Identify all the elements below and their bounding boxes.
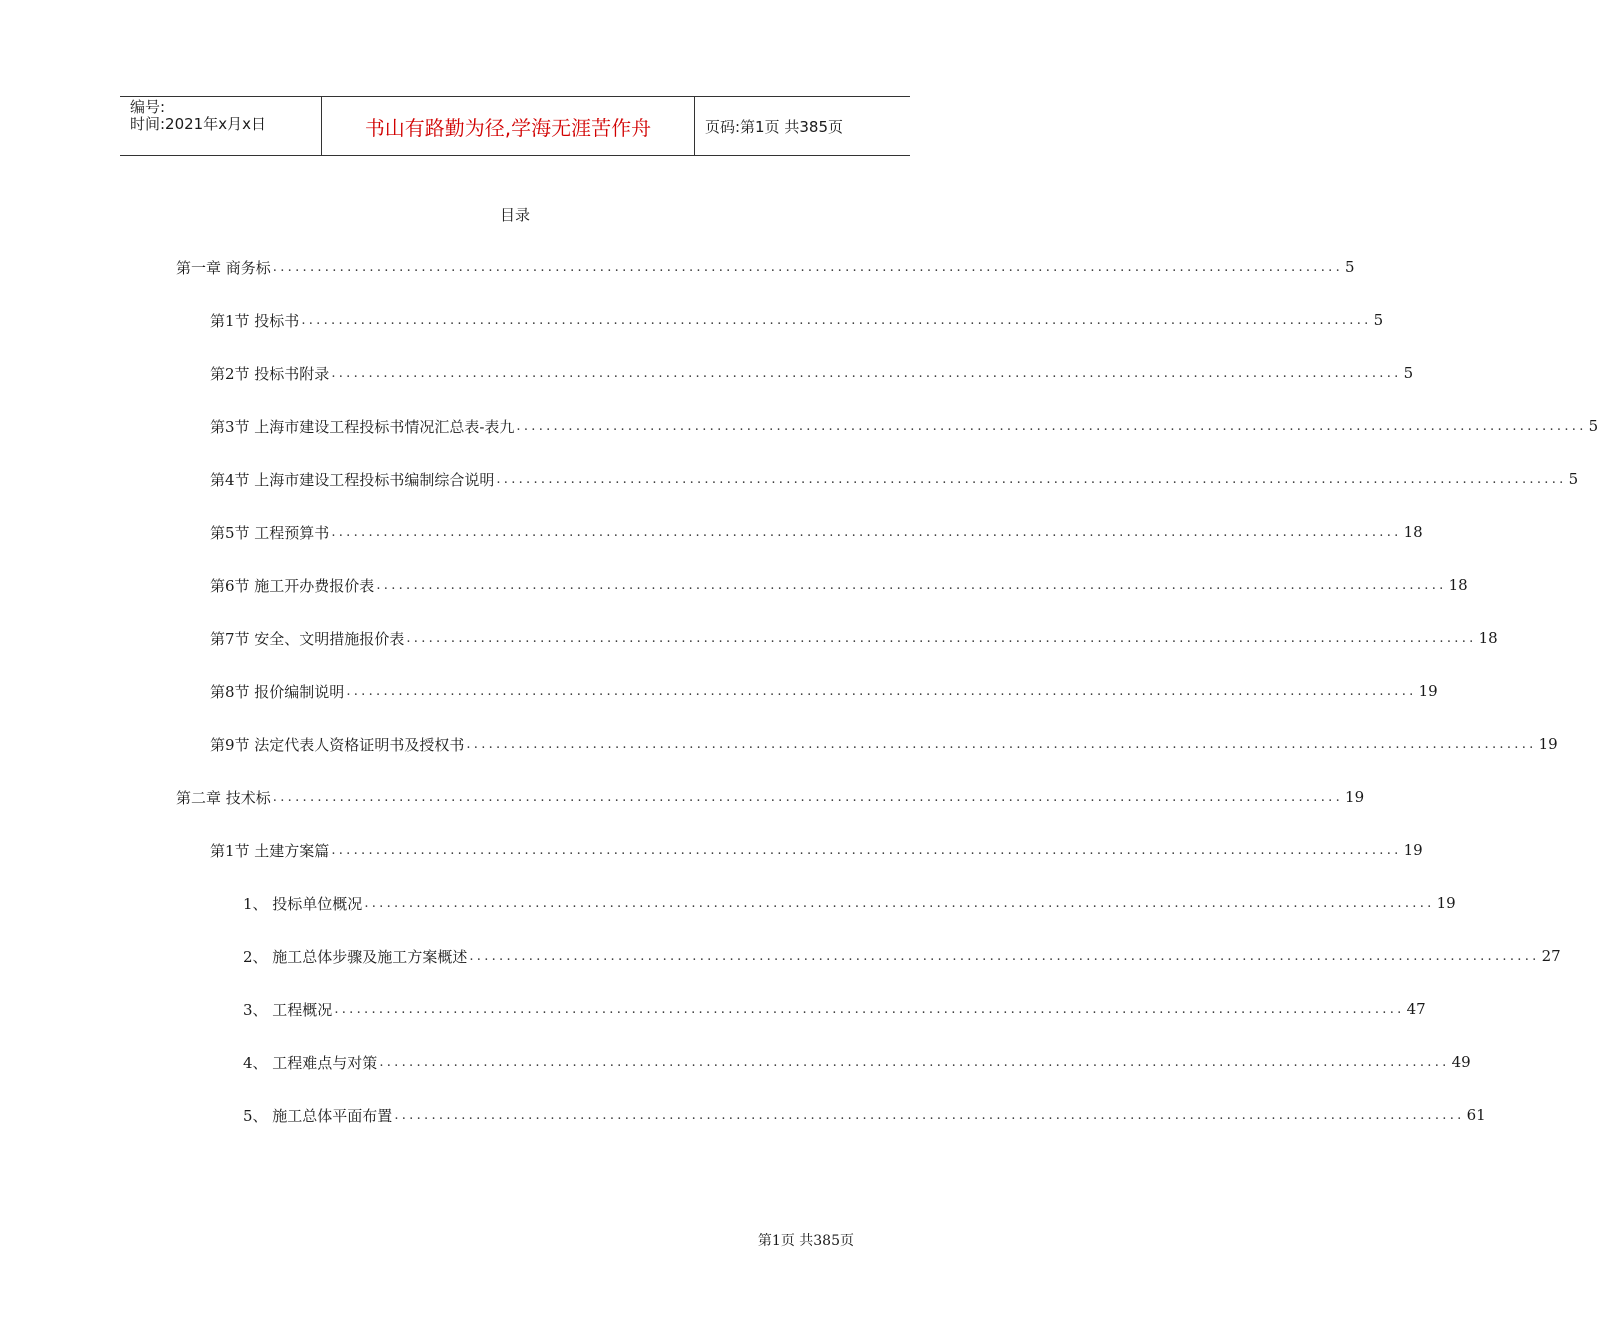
toc-leader-dots: ................................................................................................................................................	[331, 842, 1402, 858]
toc-entry-label: 第一章 商务标	[176, 258, 271, 277]
document-number: 编号:	[130, 98, 166, 116]
toc-entry-page: 5	[1403, 364, 1414, 382]
toc-entry[interactable]	[210, 676, 1438, 706]
toc-entry-page: 19	[1345, 788, 1365, 806]
toc-entry-label: 第2节 投标书附录	[210, 364, 330, 383]
toc-entry-page: 5	[1588, 417, 1598, 435]
toc-leader-dots: ................................................................................................................................................	[516, 418, 1587, 434]
toc-leader-dots: ................................................................................................................................................	[364, 895, 1435, 911]
toc-entry-page: 5	[1373, 311, 1384, 329]
toc-entry[interactable]	[210, 623, 1498, 653]
toc-entry[interactable]	[210, 358, 1414, 388]
toc-entry-label: 3、 工程概况	[243, 1000, 333, 1019]
toc-leader-dots: ................................................................................................................................................	[334, 1001, 1405, 1017]
toc-leader-dots: ................................................................................................................................................	[301, 312, 1372, 328]
toc-entry[interactable]	[210, 411, 1598, 441]
page-header	[120, 96, 910, 156]
toc-entry-label: 第3节 上海市建设工程投标书情况汇总表-表九	[210, 417, 515, 436]
toc-entry[interactable]	[243, 994, 1426, 1024]
toc-leader-dots: ................................................................................................................................................	[466, 736, 1537, 752]
toc-entry[interactable]	[210, 464, 1579, 494]
toc-entry[interactable]	[243, 941, 1561, 971]
toc-entry-label: 第4节 上海市建设工程投标书编制综合说明	[210, 470, 495, 489]
toc-entry-label: 第二章 技术标	[176, 788, 271, 807]
toc-entry-label: 第5节 工程预算书	[210, 523, 330, 542]
toc-entry-page: 61	[1466, 1106, 1486, 1124]
toc-entry[interactable]	[176, 252, 1355, 282]
toc-entry[interactable]	[210, 729, 1558, 759]
toc-leader-dots: ................................................................................................................................................	[331, 365, 1402, 381]
toc-entry[interactable]	[243, 888, 1456, 918]
header-motto: 书山有路勤为径,学海无涯苦作舟	[322, 97, 695, 155]
toc-entry-page: 18	[1448, 576, 1468, 594]
toc-leader-dots: ................................................................................................................................................	[346, 683, 1417, 699]
toc-entry-page: 19	[1538, 735, 1558, 753]
toc-leader-dots: ................................................................................................................................................	[376, 577, 1447, 593]
toc-entry[interactable]	[176, 782, 1365, 812]
toc-entry-label: 第1节 土建方案篇	[210, 841, 330, 860]
toc-entry-page: 47	[1406, 1000, 1426, 1018]
toc-entry-page: 18	[1403, 523, 1423, 541]
toc-leader-dots: ................................................................................................................................................	[379, 1054, 1450, 1070]
toc-entry[interactable]	[210, 835, 1423, 865]
document-date: 时间:2021年x月x日	[130, 115, 266, 133]
toc-entry-label: 第6节 施工开办费报价表	[210, 576, 375, 595]
toc-entry-page: 5	[1345, 258, 1355, 276]
page-footer: 第1页 共385页	[757, 1233, 854, 1249]
toc-entry-page: 19	[1403, 841, 1423, 859]
toc-entry[interactable]	[243, 1100, 1486, 1130]
toc-entry-label: 4、 工程难点与对策	[243, 1053, 378, 1072]
toc-leader-dots: ................................................................................................................................................	[331, 524, 1402, 540]
toc-entry-label: 第1节 投标书	[210, 311, 300, 330]
toc-leader-dots: ................................................................................................................................................	[496, 471, 1567, 487]
toc-title: 目录	[499, 206, 530, 224]
toc-leader-dots: ................................................................................................................................................	[272, 789, 1344, 805]
toc-entry-page: 49	[1451, 1053, 1471, 1071]
toc-entry-label: 1、 投标单位概况	[243, 894, 363, 913]
toc-entry-page: 27	[1541, 947, 1561, 965]
toc-entry[interactable]	[243, 1047, 1471, 1077]
toc-leader-dots: ................................................................................................................................................	[272, 259, 1344, 275]
header-page-info: 页码:第1页 共385页	[705, 117, 843, 136]
toc-entry-label: 5、 施工总体平面布置	[243, 1106, 393, 1125]
toc-entry[interactable]	[210, 570, 1468, 600]
toc-leader-dots: ................................................................................................................................................	[394, 1107, 1465, 1123]
toc-entry-page: 5	[1568, 470, 1579, 488]
toc-entry-page: 19	[1418, 682, 1438, 700]
toc-entry-label: 2、 施工总体步骤及施工方案概述	[243, 947, 468, 966]
toc-entry[interactable]	[210, 517, 1423, 547]
toc-entry-label: 第8节 报价编制说明	[210, 682, 345, 701]
toc-entry[interactable]	[210, 305, 1384, 335]
toc-leader-dots: ................................................................................................................................................	[469, 948, 1540, 964]
toc-entry-page: 18	[1478, 629, 1498, 647]
toc-entry-label: 第7节 安全、文明措施报价表	[210, 629, 405, 648]
toc-leader-dots: ................................................................................................................................................	[406, 630, 1477, 646]
toc-entry-label: 第9节 法定代表人资格证明书及授权书	[210, 735, 465, 754]
header-info	[120, 97, 322, 155]
toc-entry-page: 19	[1436, 894, 1456, 912]
